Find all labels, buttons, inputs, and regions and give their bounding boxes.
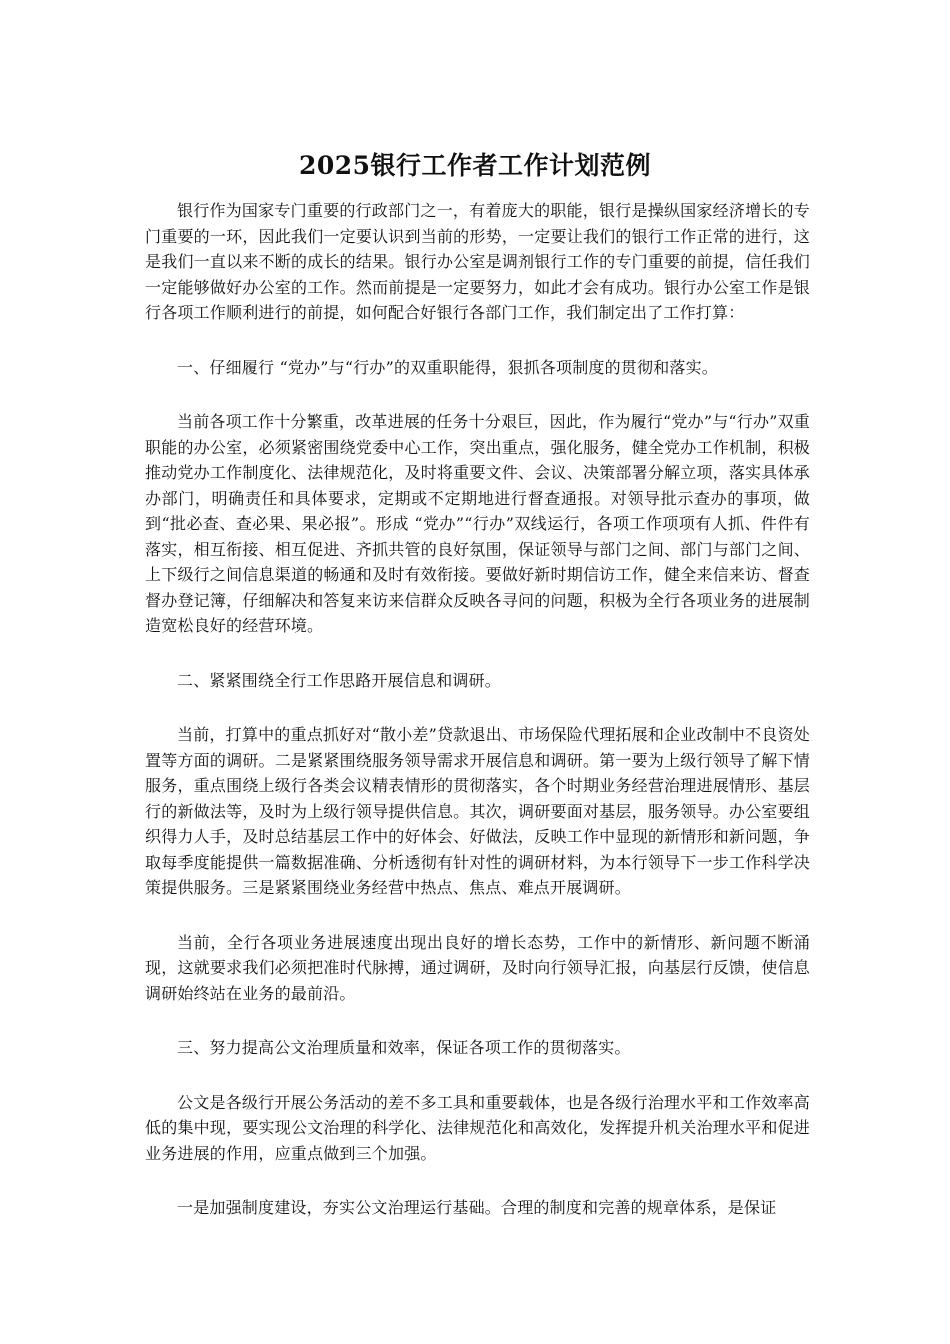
paragraph-section-1: 当前各项工作十分繁重，改革进展的任务十分艰巨，因此，作为履行“党办”与“行办”双重职能的办公室，必须紧密围绕党委中心工作，突出重点，强化服务，健全党办工作机制，积极推动党办工作制度化、法律规范化，及时将重要文件、会议、决策部署分解立项，落实具体承办部门，明确责任和具体要求，定期或不定期地进行督查通报。对领导批示查办的事项，做到“批必查、查必果、果必报”。形成 “党办”“行办”双线运行，各项工作项项有人抓、件件有落实，相互衔接、相互促进、齐抓共管的良好氛围，保证领导与部门之间、部门与部门之间、上下级行之间信息渠道的畅通和及时有效衔接。要做好新时期信访工作，健全来信来访、督查督办登记簿，仔细解决和答复来访来信群众反映各寻问的问题，积极为全行各项业务的进展制造宽松良好的经营环境。 — [145, 412, 810, 635]
paragraph-section-3: 公文是各级行开展公务活动的差不多工具和重要载体，也是各级行治理水平和工作效率高低的集中现，要实现公文治理的科学化、法律规范化和高效化，发挥提升机关治理水平和促进业务进展的作用，应重点做到三个加强。 — [145, 1092, 810, 1163]
section-heading-2: 二、紧紧围绕全行工作思路开展信息和调研。 — [177, 670, 502, 690]
document-body — [145, 198, 810, 1250]
paragraph-intro: 银行作为国家专门重要的行政部门之一，有着庞大的职能，银行是操纵国家经济增长的专门重要的一环，因此我们一定要认识到当前的形势，一定要让我们的银行工作正常的进行，这是我们一直以来不断的成长的结果。银行办公室是调剂银行工作的专门重要的前提，信任我们一定能够做好办公室的工作。然而前提是一定要努力，如此才会有成功。银行办公室工作是银行各项工作顺利进行的前提，如何配合好银行各部门工作，我们制定出了工作打算： — [145, 201, 810, 322]
section-heading-1: 一、仔细履行 “党办”与“行办”的双重职能得，狠抓各项制度的贯彻和落实。 — [177, 357, 719, 377]
paragraph-section-2b: 当前，全行各项业务进展速度出现出良好的增长态势，工作中的新情形、新问题不断涌现，这就要求我们必须把准时代脉搏，通过调研，及时向行领导汇报，向基层行反馈，使信息调研始终站在业务的最前沿。 — [145, 932, 810, 1003]
paragraph-section-3-point-1: 一是加强制度建设，夯实公文治理运行基础。合理的制度和完善的规章体系，是保证 — [177, 1198, 777, 1217]
document-title: 2025银行工作者工作计划范例 — [298, 150, 652, 180]
section-heading-3: 三、努力提高公文治理质量和效率，保证各项工作的贯彻落实。 — [177, 1038, 631, 1057]
paragraph-section-2a: 当前，打算中的重点抓好对“散小差”贷款退出、市场保险代理拓展和企业改制中不良资处置等方面的调研。二是紧紧围绕服务领导需求开展信息和调研。第一要为上级行领导了解下情服务，重点围绕上级行各类会议精表情形的贯彻落实，各个时期业务经营治理进展情形、基层行的新做法等，及时为上级行领导提供信息。其次，调研要面对基层，服务领导。办公室要组织得力人手，及时总结基层工作中的好体会、好做法，反映工作中显现的新情形和新问题，争取每季度能提供一篇数据准确、分析透彻有针对性的调研材料，为本行领导下一步工作科学决策提供服务。三是紧紧围绕业务经营中热点、焦点、难点开展调研。 — [145, 725, 810, 897]
